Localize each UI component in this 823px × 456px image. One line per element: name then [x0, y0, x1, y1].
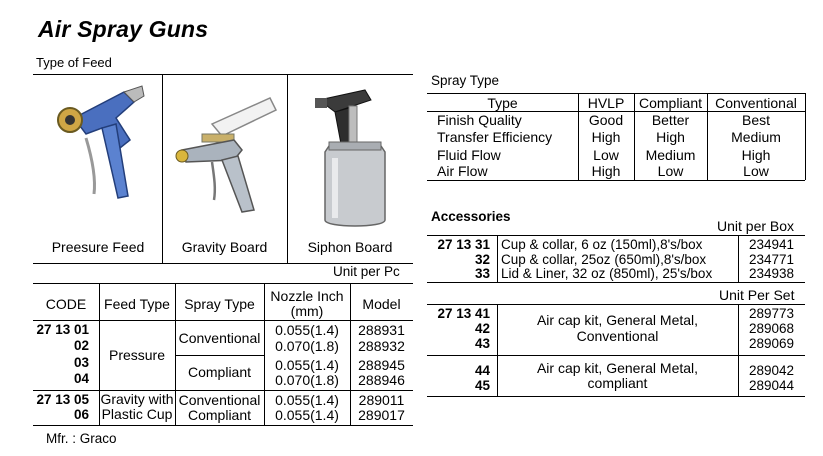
spray-row-value: High	[591, 129, 621, 145]
spray-header-compliant: Compliant	[638, 95, 703, 111]
spray-header-type: Type	[487, 95, 518, 111]
code-32: 32	[474, 252, 490, 267]
accessories-label: Accessories	[431, 209, 511, 224]
code-06: 06	[73, 407, 89, 422]
feed-type-gravity-line1: Gravity with	[100, 391, 174, 407]
spray-row-label: Air Flow	[437, 163, 488, 179]
feed-caption-pressure: Preesure Feed	[51, 239, 145, 255]
header-spray-type: Spray Type	[184, 296, 255, 312]
code-45: 45	[474, 378, 490, 393]
code-42: 42	[474, 321, 490, 336]
spray-row-value: High	[591, 163, 621, 179]
aircap-description: Air cap kit, General Metal,	[536, 312, 699, 328]
header-nozzle-mm: (mm)	[290, 303, 324, 319]
code-33: 33	[474, 266, 490, 281]
nozzle-value: 0.055(1.4)	[275, 407, 339, 423]
pressure-feed-spray-gun-image	[46, 78, 156, 232]
header-nozzle-inch: Nozzle Inch	[270, 288, 344, 304]
spray-row-value: Low	[593, 147, 619, 163]
aircap-description: Air cap kit, General Metal,	[536, 360, 699, 376]
spray-row-value: Low	[657, 163, 684, 179]
feed-caption-siphon: Siphon Board	[307, 239, 393, 255]
siphon-feed-spray-gun-image	[305, 78, 405, 232]
code-271341: 27 13 41	[437, 306, 490, 321]
spray-row-value: Good	[588, 112, 624, 128]
spray-row-value: High	[656, 129, 685, 145]
accessory-description: Cup & collar, 25oz (650ml),8's/box	[501, 252, 707, 267]
spray-row-value: High	[741, 147, 771, 163]
spray-row-label: Fluid Flow	[437, 147, 501, 163]
unit-per-box-label: Unit per Box	[717, 218, 795, 234]
feed-type-pressure: Pressure	[108, 347, 166, 363]
accessory-description: Lid & Liner, 32 oz (850ml), 25's/box	[501, 266, 713, 281]
spray-type-label: Spray Type	[431, 73, 500, 88]
nozzle-value: 0.055(1.4)	[275, 357, 339, 373]
unit-per-pc-label: Unit per Pc	[333, 264, 400, 279]
unit-per-set-label: Unit Per Set	[719, 287, 795, 303]
code-44: 44	[474, 363, 490, 378]
accessory-description: Cup & collar, 6 oz (150ml),8's/box	[501, 237, 703, 252]
model-number: 289017	[358, 407, 405, 423]
type-of-feed-label: Type of Feed	[36, 55, 112, 70]
model-number: 288932	[358, 338, 405, 354]
feed-type-gravity-line2: Plastic Cup	[101, 406, 173, 422]
spray-row-value: Better	[651, 112, 690, 128]
code-03: 03	[73, 355, 89, 370]
nozzle-value: 0.070(1.8)	[275, 372, 339, 388]
header-code: CODE	[45, 296, 87, 312]
spray-type-compliant: Compliant	[187, 407, 252, 423]
spray-row-value: Best	[741, 112, 770, 128]
model-number: 289011	[358, 392, 405, 408]
spray-type-conventional: Conventional	[178, 330, 261, 346]
gravity-feed-spray-gun-image	[172, 78, 284, 232]
code-04: 04	[73, 371, 89, 386]
spray-row-label: Transfer Efficiency	[437, 129, 553, 145]
spray-row-value: Medium	[645, 147, 696, 163]
spray-row-value: Low	[743, 163, 769, 179]
manufacturer-label: Mfr. : Graco	[46, 431, 117, 446]
spray-type-conventional: Conventional	[178, 392, 261, 408]
aircap-model: 289773	[748, 306, 795, 321]
nozzle-value: 0.070(1.8)	[275, 338, 339, 354]
aircap-description: compliant	[587, 375, 648, 391]
spray-type-compliant: Compliant	[187, 364, 252, 380]
spray-header-conventional: Conventional	[715, 95, 797, 111]
accessory-model: 234771	[748, 252, 795, 267]
page-title: Air Spray Guns	[38, 16, 209, 42]
model-number: 288946	[358, 372, 405, 388]
aircap-model: 289044	[748, 378, 795, 393]
aircap-description: Conventional	[576, 328, 659, 344]
nozzle-value: 0.055(1.4)	[275, 392, 339, 408]
header-feed-type: Feed Type	[104, 296, 170, 312]
code-271305: 27 13 05	[36, 392, 89, 407]
model-number: 288931	[358, 322, 405, 338]
code-43: 43	[474, 336, 490, 351]
model-number: 288945	[358, 357, 405, 373]
spray-header-hvlp: HVLP	[587, 95, 625, 111]
nozzle-value: 0.055(1.4)	[275, 322, 339, 338]
code-271301: 27 13 01	[36, 322, 89, 337]
header-model: Model	[362, 296, 401, 312]
feed-caption-gravity: Gravity Board	[181, 239, 268, 255]
accessory-model: 234941	[748, 237, 795, 252]
aircap-model: 289042	[748, 363, 795, 378]
code-271331: 27 13 31	[437, 237, 490, 252]
spray-row-label: Finish Quality	[437, 112, 522, 128]
code-02: 02	[73, 338, 89, 353]
accessory-model: 234938	[748, 266, 795, 281]
aircap-model: 289068	[748, 321, 795, 336]
spray-row-value: Medium	[731, 129, 781, 145]
aircap-model: 289069	[748, 336, 795, 351]
